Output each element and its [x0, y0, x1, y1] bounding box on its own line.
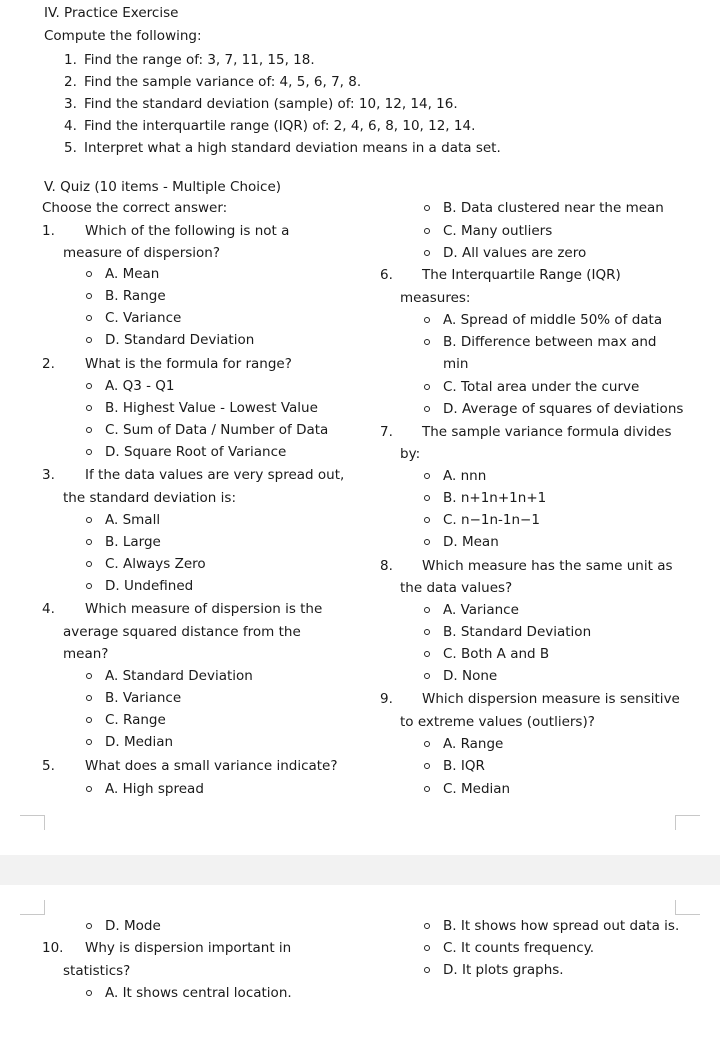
question-text: the standard deviation is: — [63, 490, 236, 506]
option-bullet-icon — [424, 406, 430, 412]
answer-option: B. Range — [105, 288, 166, 304]
option-bullet-icon — [424, 205, 430, 211]
answer-option: A. Q3 - Q1 — [105, 378, 175, 394]
practice-item: Find the range of: 3, 7, 11, 15, 18. — [84, 52, 315, 68]
practice-item-num: 3. — [64, 96, 77, 112]
answer-option: C. Both A and B — [443, 646, 550, 662]
question-text: statistics? — [63, 963, 131, 979]
question-number: 5. — [42, 758, 55, 774]
question-text: What does a small variance indicate? — [85, 758, 338, 774]
question-text: Which measure of dispersion is the — [85, 601, 323, 617]
page-break — [0, 855, 720, 885]
question-number: 2. — [42, 356, 55, 372]
quiz-heading: V. Quiz (10 items - Multiple Choice) — [44, 179, 282, 195]
question-text: by: — [400, 446, 421, 462]
option-bullet-icon — [424, 317, 430, 323]
option-bullet-icon — [86, 695, 92, 701]
option-bullet-icon — [424, 629, 430, 635]
question-text: The Interquartile Range (IQR) — [422, 267, 621, 283]
answer-option: C. Sum of Data / Number of Data — [105, 422, 329, 438]
answer-option: B. Data clustered near the mean — [443, 200, 664, 216]
option-bullet-icon — [424, 607, 430, 613]
option-bullet-icon — [424, 786, 430, 792]
option-bullet-icon — [424, 923, 430, 929]
answer-option: A. It shows central location. — [105, 985, 292, 1001]
answer-option: B. Difference between max and — [443, 334, 657, 350]
option-bullet-icon — [86, 293, 92, 299]
question-text: measures: — [400, 290, 471, 306]
option-bullet-icon — [424, 539, 430, 545]
option-bullet-icon — [424, 741, 430, 747]
answer-option: D. Median — [105, 734, 174, 750]
practice-item: Interpret what a high standard deviation means in a data set. — [84, 140, 501, 156]
answer-option: B. n+1n+1n+1 — [443, 490, 547, 506]
option-bullet-icon — [424, 250, 430, 256]
question-text: the data values? — [400, 580, 513, 596]
question-text: measure of dispersion? — [63, 245, 221, 261]
answer-option: A. Range — [443, 736, 504, 752]
answer-option: C. Total area under the curve — [443, 379, 640, 395]
practice-item: Find the standard deviation (sample) of: 10, 12, 14, 16. — [84, 96, 458, 112]
answer-option: D. It plots graphs. — [443, 962, 564, 978]
answer-option: D. Mean — [443, 534, 499, 550]
option-bullet-icon — [86, 427, 92, 433]
answer-option: D. Undefined — [105, 578, 194, 594]
option-bullet-icon — [86, 405, 92, 411]
answer-option: D. Average of squares of deviations — [443, 401, 684, 417]
page-corner-mark — [675, 815, 700, 830]
option-bullet-icon — [86, 990, 92, 996]
option-bullet-icon — [424, 651, 430, 657]
answer-option: B. Highest Value - Lowest Value — [105, 400, 318, 416]
practice-heading: IV. Practice Exercise — [44, 5, 179, 21]
answer-option: C. It counts frequency. — [443, 940, 595, 956]
option-bullet-icon — [424, 517, 430, 523]
quiz-instruction: Choose the correct answer: — [42, 200, 228, 216]
practice-item: Find the interquartile range (IQR) of: 2, 4, 6, 8, 10, 12, 14. — [84, 118, 476, 134]
option-bullet-icon — [424, 339, 430, 345]
answer-option: D. None — [443, 668, 498, 684]
question-text: The sample variance formula divides — [422, 424, 672, 440]
practice-item-num: 1. — [64, 52, 77, 68]
answer-option: C. Range — [105, 712, 166, 728]
question-text: average squared distance from the — [63, 624, 301, 640]
option-bullet-icon — [86, 561, 92, 567]
option-bullet-icon — [86, 449, 92, 455]
answer-option: B. It shows how spread out data is. — [443, 918, 680, 934]
answer-option: B. IQR — [443, 758, 485, 774]
answer-option: A. Small — [105, 512, 161, 528]
option-bullet-icon — [424, 495, 430, 501]
option-bullet-icon — [86, 583, 92, 589]
question-text: mean? — [63, 646, 109, 662]
question-number: 3. — [42, 467, 55, 483]
answer-option: A. Variance — [443, 602, 519, 618]
answer-option: D. All values are zero — [443, 245, 587, 261]
answer-option: B. Large — [105, 534, 161, 550]
option-bullet-icon — [86, 786, 92, 792]
option-bullet-icon — [86, 539, 92, 545]
answer-option: B. Standard Deviation — [443, 624, 592, 640]
option-bullet-icon — [424, 228, 430, 234]
option-bullet-icon — [424, 673, 430, 679]
option-bullet-icon — [424, 945, 430, 951]
question-number: 6. — [380, 267, 393, 283]
option-bullet-icon — [424, 384, 430, 390]
option-bullet-icon — [86, 923, 92, 929]
option-bullet-icon — [424, 967, 430, 973]
answer-option: D. Mode — [105, 918, 161, 934]
answer-option: A. High spread — [105, 781, 204, 797]
question-text: to extreme values (outliers)? — [400, 714, 595, 730]
option-bullet-icon — [86, 517, 92, 523]
practice-item-num: 5. — [64, 140, 77, 156]
question-text: Which measure has the same unit as — [422, 558, 673, 574]
question-number: 4. — [42, 601, 55, 617]
option-bullet-icon — [86, 315, 92, 321]
answer-option: C. Median — [443, 781, 511, 797]
answer-option: A. Mean — [105, 266, 160, 282]
answer-option: D. Standard Deviation — [105, 332, 255, 348]
option-bullet-icon — [86, 717, 92, 723]
answer-option: C. Variance — [105, 310, 182, 326]
practice-intro: Compute the following: — [44, 28, 202, 44]
page-corner-mark — [675, 900, 700, 915]
page-corner-mark — [20, 900, 45, 915]
option-bullet-icon — [86, 271, 92, 277]
question-number: 8. — [380, 558, 393, 574]
option-bullet-icon — [424, 473, 430, 479]
answer-option: B. Variance — [105, 690, 182, 706]
option-bullet-icon — [86, 337, 92, 343]
option-bullet-icon — [86, 739, 92, 745]
option-bullet-icon — [424, 763, 430, 769]
answer-option: A. Standard Deviation — [105, 668, 253, 684]
answer-option: A. Spread of middle 50% of data — [443, 312, 663, 328]
answer-option-continued: min — [443, 356, 469, 372]
question-number: 9. — [380, 691, 393, 707]
question-text: What is the formula for range? — [85, 356, 292, 372]
question-number: 10. — [42, 940, 64, 956]
answer-option: C. Many outliers — [443, 223, 553, 239]
practice-item: Find the sample variance of: 4, 5, 6, 7, 8. — [84, 74, 362, 90]
answer-option: D. Square Root of Variance — [105, 444, 287, 460]
question-number: 7. — [380, 424, 393, 440]
question-text: Which dispersion measure is sensitive — [422, 691, 680, 707]
answer-option: C. Always Zero — [105, 556, 206, 572]
question-number: 1. — [42, 223, 55, 239]
page-corner-mark — [20, 815, 45, 830]
option-bullet-icon — [86, 383, 92, 389]
answer-option: C. n−1n-1n−1 — [443, 512, 540, 528]
option-bullet-icon — [86, 673, 92, 679]
practice-item-num: 4. — [64, 118, 77, 134]
question-text: Which of the following is not a — [85, 223, 290, 239]
practice-item-num: 2. — [64, 74, 77, 90]
answer-option: A. nnn — [443, 468, 487, 484]
question-text: Why is dispersion important in — [85, 940, 292, 956]
question-text: If the data values are very spread out, — [85, 467, 345, 483]
